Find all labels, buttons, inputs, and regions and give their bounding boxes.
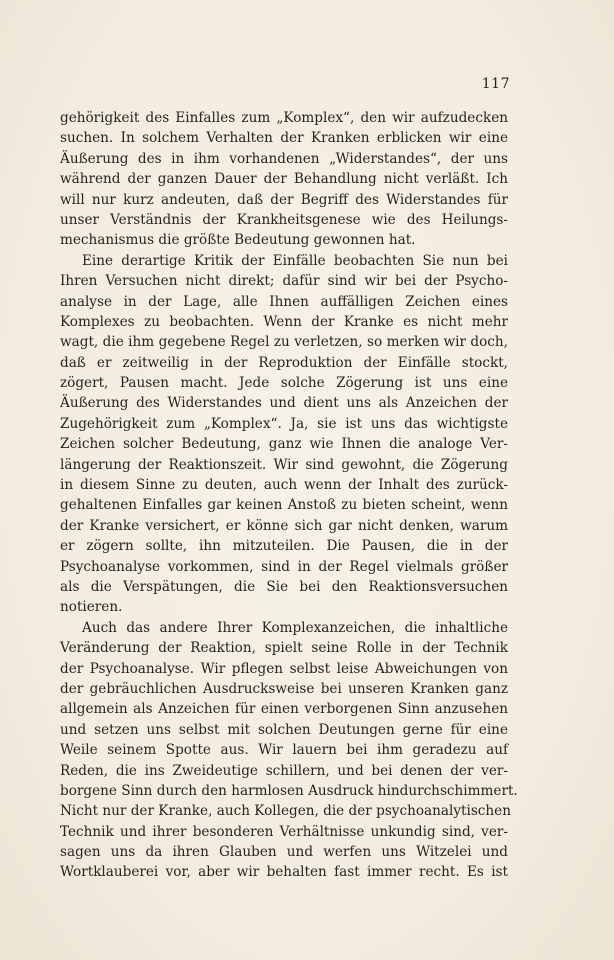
- text-line: der Psychoanalyse. Wir pflegen selbst leise Abweichungen von: [60, 660, 508, 677]
- paragraph: [60, 108, 508, 251]
- text-line: notieren.: [60, 599, 123, 616]
- text-line: der gebräuchlichen Ausdrucksweise bei unseren Kranken ganz: [60, 680, 508, 697]
- text-line: will nur kurz andeuten, daß der Begriff des Widerstandes für: [60, 191, 508, 208]
- text-line: Nicht nur der Kranke, auch Kollegen, die der psychoanalytischen: [60, 803, 511, 820]
- text-line: Komplexes zu beobachten. Wenn der Kranke es nicht mehr: [60, 313, 508, 330]
- page-number: 117: [481, 76, 510, 92]
- text-line: analyse in der Lage, alle Ihnen auffälligen Zeichen eines: [60, 293, 508, 310]
- text-line: daß er zeitweilig in der Reproduktion der Einfälle stockt,: [60, 354, 508, 371]
- text-line: Ihren Versuchen nicht direkt; dafür sind wir bei der Psycho-: [60, 273, 508, 290]
- text-line: Äußerung des in ihm vorhandenen „Widerstandes“, der uns: [60, 150, 508, 167]
- text-line: Psychoanalyse vorkommen, sind in der Regel vielmals größer: [60, 558, 508, 575]
- text-line: Zugehörigkeit zum „Komplex“. Ja, sie ist uns das wichtigste: [60, 415, 508, 432]
- text-line: er zögern sollte, ihn mitzuteilen. Die Pausen, die in der: [60, 538, 508, 555]
- text-line: Äußerung des Widerstandes und dient uns als Anzeichen der: [60, 395, 508, 412]
- paragraph: [60, 251, 508, 618]
- text-line: Technik und ihrer besonderen Verhältnisse unkundig sind, ver-: [60, 823, 508, 840]
- text-line: Auch das andere Ihrer Komplexanzeichen, die inhaltliche: [82, 619, 508, 636]
- text-line: Wortklauberei vor, aber wir behalten fast immer recht. Es ist: [60, 864, 508, 881]
- text-line: Weile seinem Spotte aus. Wir lauern bei ihm geradezu auf: [60, 742, 508, 759]
- text-line: mechanismus die größte Bedeutung gewonnen hat.: [60, 232, 416, 249]
- text-line: allgemein als Anzeichen für einen verborgenen Sinn anzusehen: [60, 701, 508, 718]
- text-line: Veränderung der Reaktion, spielt seine Rolle in der Technik: [60, 640, 508, 657]
- text-line: unser Verständnis der Krankheitsgenese wie des Heilungs-: [60, 211, 508, 228]
- text-line: in diesem Sinne zu deuten, auch wenn der Inhalt des zurück-: [60, 477, 508, 494]
- text-line: der Kranke versichert, er könne sich gar nicht denken, warum: [60, 517, 508, 534]
- text-line: sagen uns da ihren Glauben und werfen uns Witzelei und: [60, 844, 508, 861]
- text-line: Eine derartige Kritik der Einfälle beobachten Sie nun bei: [82, 252, 508, 269]
- text-line: gehörigkeit des Einfalles zum „Komplex“, den wir aufzudecken: [60, 110, 508, 126]
- text-line: wagt, die ihm gegebene Regel zu verletzen, so merken wir doch,: [60, 334, 508, 351]
- text-line: Reden, die ins Zweideutige schillern, und bei denen der ver-: [60, 762, 508, 779]
- body-text: [60, 108, 518, 883]
- text-line: borgene Sinn durch den harmlosen Ausdruck hindurchschimmert.: [60, 782, 518, 799]
- text-line: Zeichen solcher Bedeutung, ganz wie Ihnen die analoge Ver-: [60, 436, 508, 453]
- text-line: als die Verspätungen, die Sie bei den Reaktionsversuchen: [60, 578, 508, 595]
- text-line: gehaltenen Einfalles gar keinen Anstoß zu bieten scheint, wenn: [60, 497, 508, 514]
- text-line: zögert, Pausen macht. Jede solche Zögerung ist uns eine: [60, 375, 508, 392]
- text-line: suchen. In solchem Verhalten der Kranken erblicken wir eine: [60, 130, 508, 147]
- text-line: und setzen uns selbst mit solchen Deutungen gerne für eine: [60, 721, 508, 738]
- paragraph: [60, 618, 518, 883]
- text-line: längerung der Reaktionszeit. Wir sind gewohnt, die Zögerung: [60, 456, 508, 473]
- text-line: während der ganzen Dauer der Behandlung nicht verläßt. Ich: [60, 171, 508, 188]
